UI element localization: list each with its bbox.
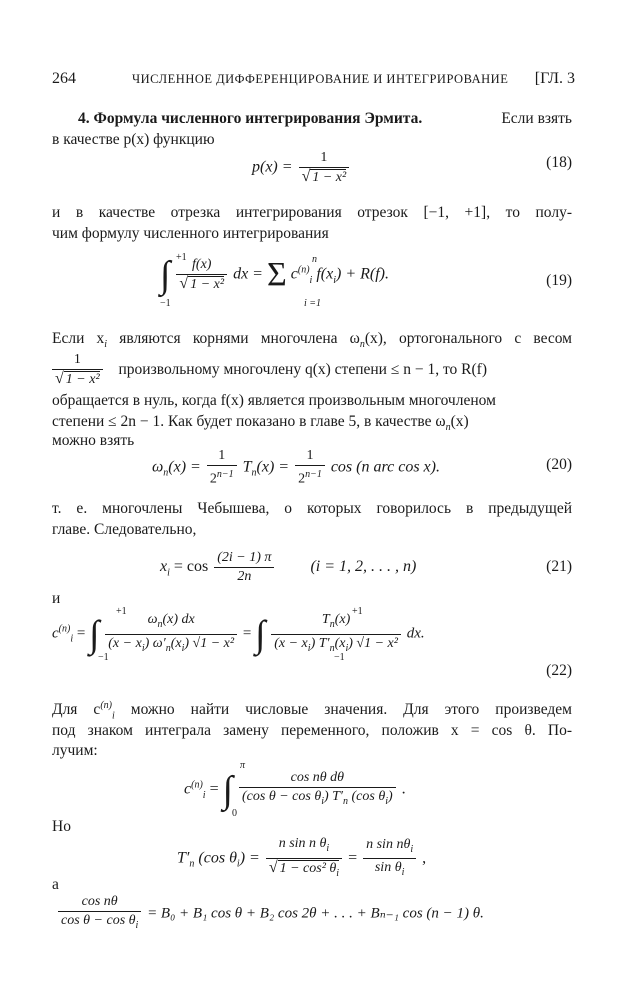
paragraph-2c: обращается в нуль, когда f(x) является произвольным многочленом: [52, 392, 496, 409]
eq-number-21: (21): [546, 558, 572, 575]
equation-20: $\omega_n(x)$ = $\frac{1}{2^{n-1}}$ $T_n(x)$ = $\frac{1}{2^{n-1}}$ cos (n arc cos x). (20): [152, 448, 572, 487]
section-heading: 4. Формула численного интегрирования Эрмита.: [78, 110, 423, 127]
paragraph-2a: Если $x_i$ являются корнями многочлена $\omega_n(x)$, ортогонального с весом: [52, 330, 572, 351]
equation-24: $T'_n$ (cos $\theta_i$) = $\frac{n \sin n \theta_i}{√ 1 - \cos^2 \theta_i}$ = $\frac{n \sin n\theta_i}{\sin \theta_i}$ ,: [177, 836, 427, 879]
paragraph-2b: $\frac{1}{\text{√ 1 − x²}}$ произвольному многочлену q(x) степени ≤ n − 1, то R(f): [52, 352, 572, 388]
paragraph-2e: можно взять: [52, 432, 135, 449]
paragraph-4c: лучим:: [52, 742, 98, 759]
section-intro: Если взять: [501, 110, 572, 127]
equation-21: $x_i = \cos$ $\frac{(2i - 1) \pi}{2n}$ (i = 1, 2, . . . , n) (21): [160, 550, 572, 584]
equation-19: ∫ $\frac{f(x)}{\text{√ 1 − x²}}$ dx = Σ $c^{(n)}_i$ $f(x_i) + R(f)$. +1 −1 n i =1 (19): [160, 252, 572, 309]
chapter-label: [ГЛ. 3: [534, 70, 575, 87]
page-number: 264: [52, 70, 76, 87]
eq-number-22: (22): [546, 662, 572, 679]
eq-number-18: (18): [546, 154, 572, 171]
header-title: ЧИСЛЕННОЕ ДИФФЕРЕНЦИРОВАНИЕ И ИНТЕГРИРОВАНИЕ: [132, 72, 509, 86]
paragraph-4b: под знаком интеграла замену переменного, положив x = cos θ. По-: [52, 722, 572, 739]
section-heading-line: [52, 110, 572, 128]
paragraph-3a: т. е. многочлены Чебышева, о которых говорилось в предыдущей: [52, 500, 572, 517]
paragraph-2d: степени ≤ 2n − 1. Как будет показано в главе 5, в качестве $\omega_n(x)$: [52, 413, 469, 434]
equation-25: $\frac{\text{cos nθ}}{\cos \theta - \cos \theta_i}$ = B₀ + B₁ cos θ + B₂ cos 2θ + . . . + Bₙ₋₁ cos (n − 1) θ.: [52, 890, 572, 934]
and-1: и: [52, 590, 61, 607]
eq-number-19: (19): [546, 272, 572, 289]
running-header: [52, 70, 575, 92]
and-2: а: [52, 876, 59, 893]
paragraph-4a: Для $c^{(n)}_i$ можно найти числовые значения. Для этого произведем: [52, 700, 572, 722]
equation-23: $c^{(n)}_i$ = ∫ $\frac{\text{cos nθ dθ}}{(\cos \theta - \cos \theta_i) T'_n (\cos \theta_i)}$ . π 0: [184, 760, 406, 819]
paragraph-1b: чим формулу численного интегрирования: [52, 225, 329, 242]
eq-number-20: (20): [546, 456, 572, 473]
equation-18: p(x) = $\frac{1}{\text{√ 1 − x²}}$ (18): [252, 150, 572, 185]
equation-22: $c^{(n)}_i$ = ∫ $\frac{\omega_n(x) dx}{(x - x_i) \omega'_n(x_i) √1 - x^2}$ = ∫ $\frac{T_n(x)}{(x - x_i) T'_n(x_i) √1 - x^2}$ dx. +1 −1 +1 −1 (22): [52, 606, 572, 679]
but-word: Но: [52, 818, 71, 835]
paragraph-1a: и в качестве отрезка интегрирования отрезок [−1, +1], то полу-: [52, 204, 572, 221]
paragraph-3b: главе. Следовательно,: [52, 521, 197, 538]
section-line2: в качестве p(x) функцию: [52, 131, 215, 148]
